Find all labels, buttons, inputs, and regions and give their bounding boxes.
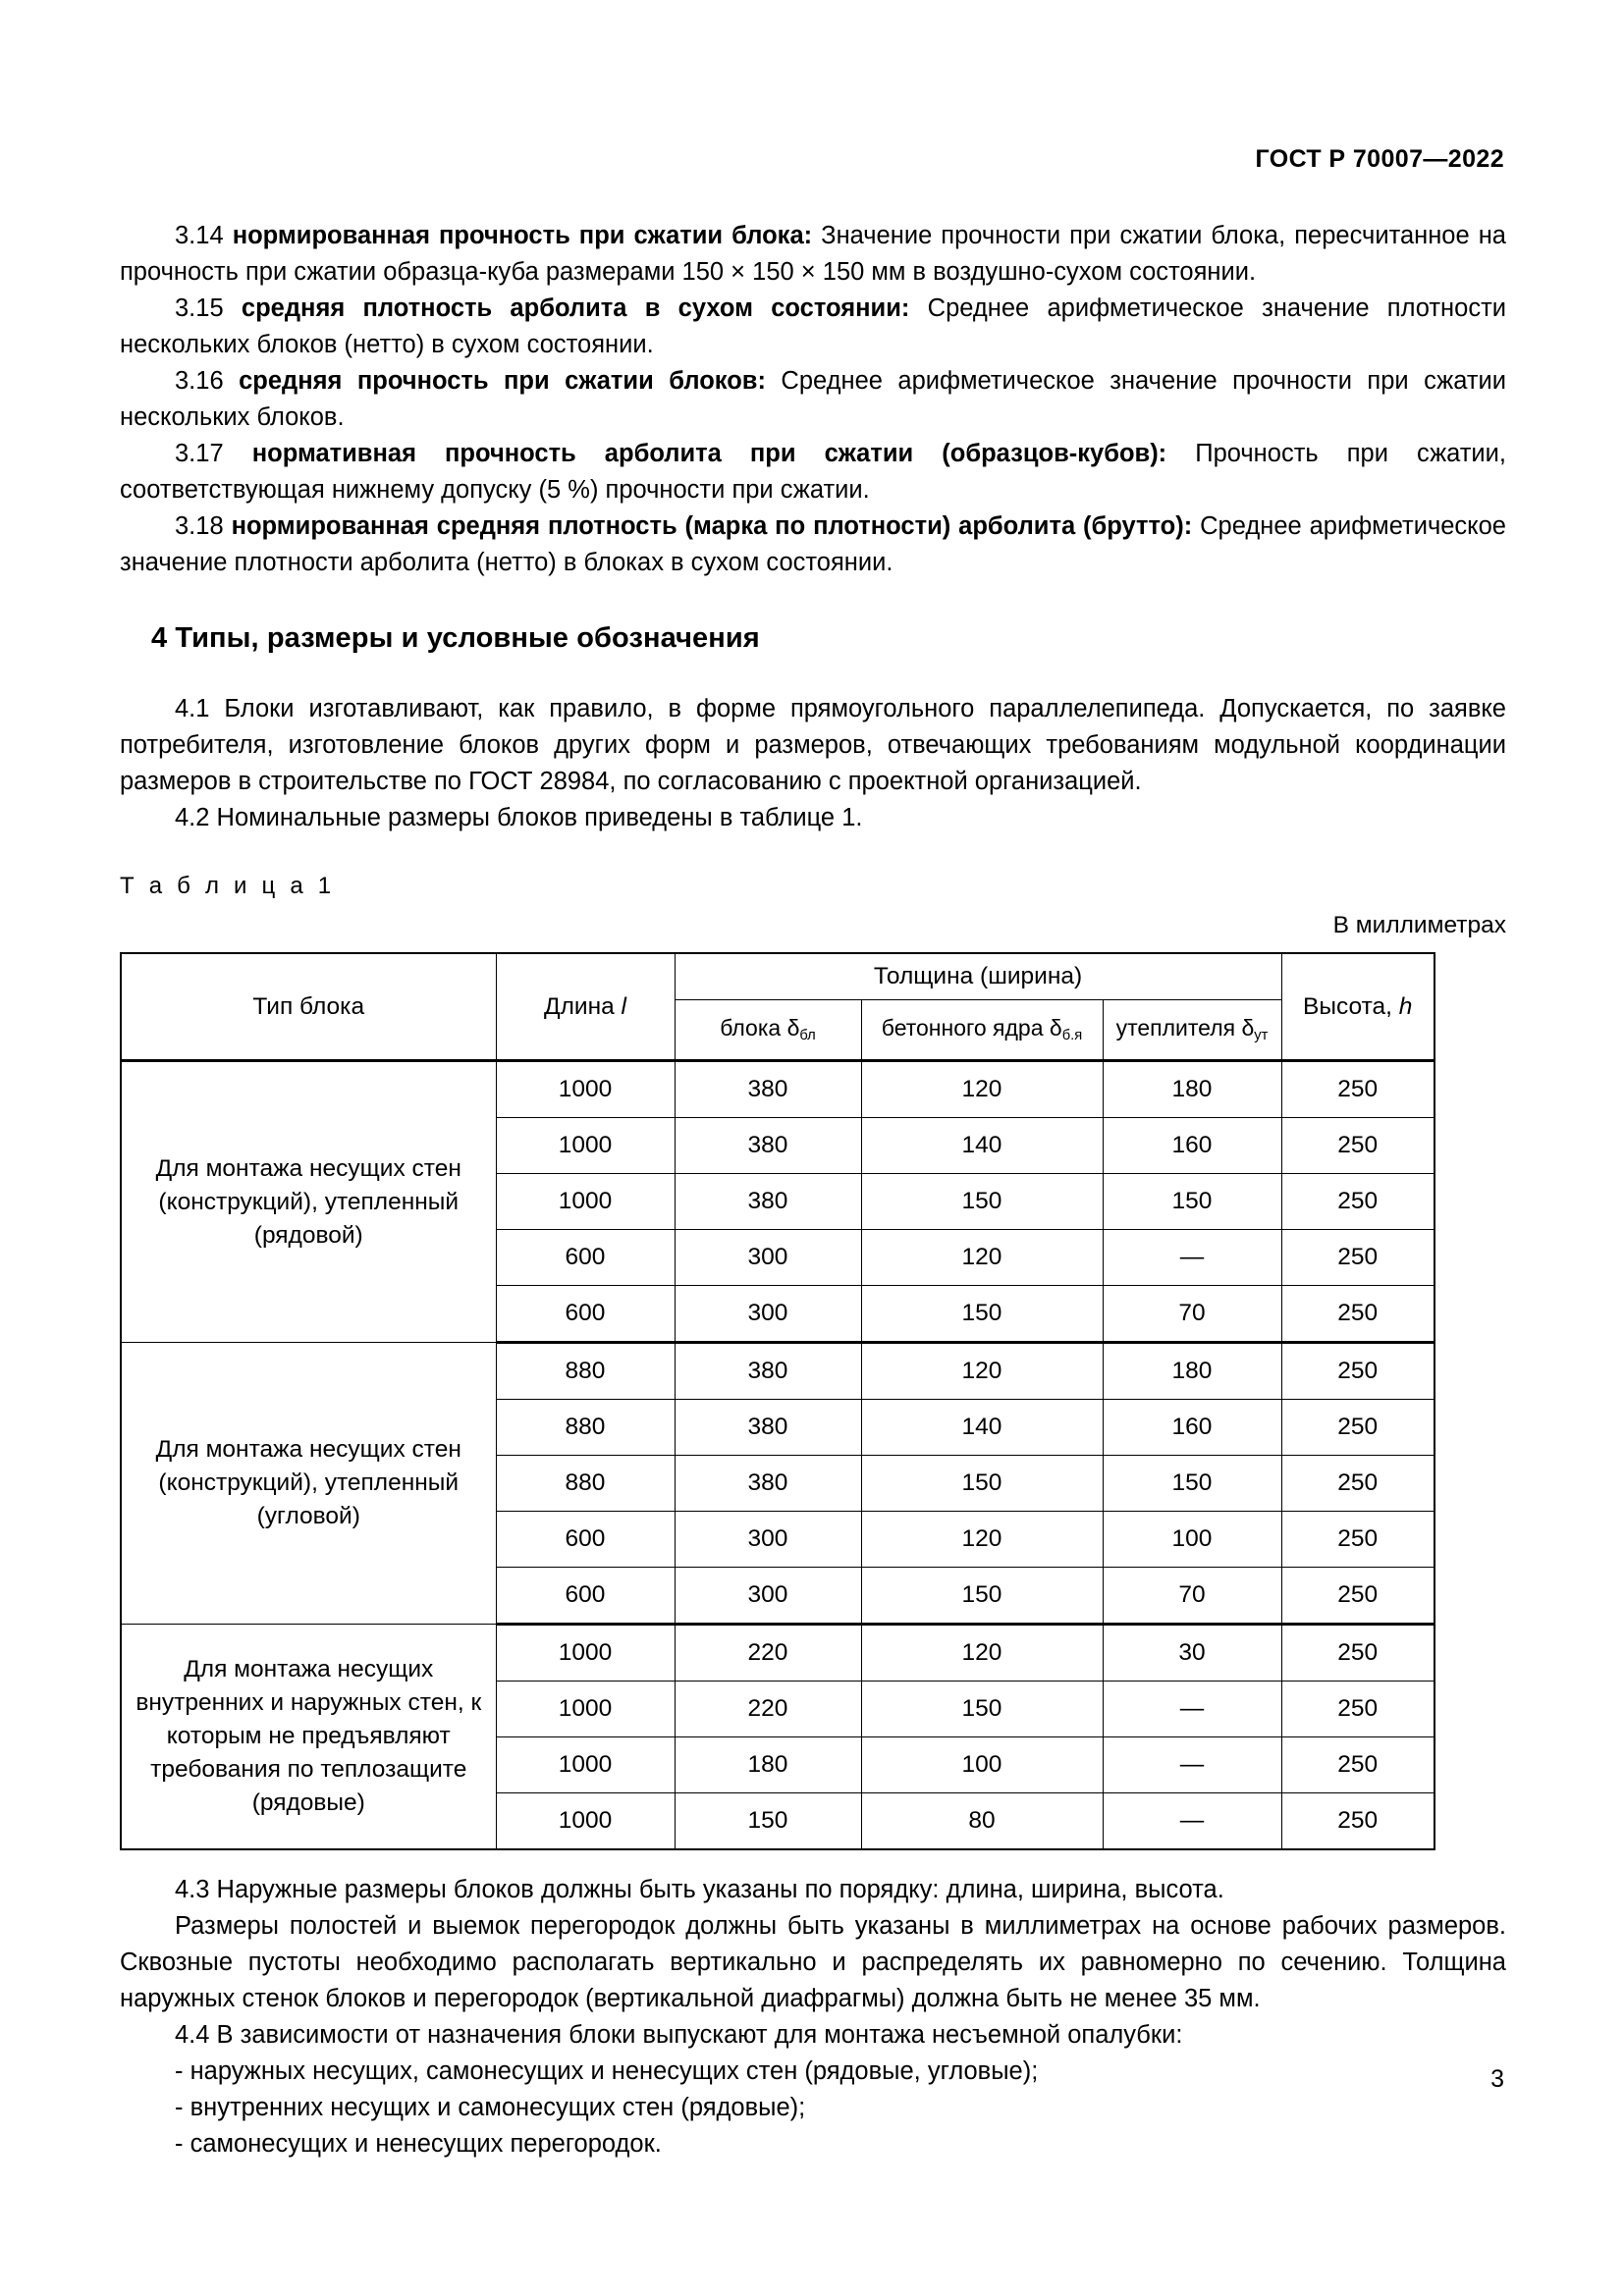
definition-text: Прочность при сжатии, соответствующая нижнему допуску (5 %) прочности при сжатии. bbox=[120, 440, 1506, 504]
length-cell: 1000 bbox=[496, 1061, 675, 1118]
document-content bbox=[120, 218, 1506, 2163]
height-cell: 250 bbox=[1281, 1625, 1435, 1682]
definition-3-16 bbox=[120, 363, 1506, 436]
definition-3-15 bbox=[120, 291, 1506, 363]
height-cell: 250 bbox=[1281, 1793, 1435, 1850]
column-header-height bbox=[1281, 953, 1435, 1061]
definition-number: 3.17 bbox=[175, 440, 224, 467]
block-thickness-subscript: бл bbox=[799, 1028, 816, 1044]
nominal-dimensions-table bbox=[120, 952, 1435, 1850]
column-header-length-text: Длина bbox=[544, 992, 622, 1020]
table-header bbox=[121, 953, 1435, 1061]
block-thickness-cell: 380 bbox=[675, 1118, 861, 1174]
column-header-thickness-group: Толщина (ширина) bbox=[675, 953, 1281, 1000]
column-header-length bbox=[496, 953, 675, 1061]
insulation-thickness-subscript: ут bbox=[1254, 1028, 1269, 1044]
insulation-thickness-cell: 30 bbox=[1103, 1625, 1281, 1682]
definition-term: нормативная прочность арболита при сжатии (образцов-кубов): bbox=[251, 440, 1167, 467]
core-thickness-cell: 140 bbox=[861, 1400, 1103, 1456]
block-thickness-cell: 380 bbox=[675, 1400, 861, 1456]
definition-term: средняя плотность арболита в сухом состоянии: bbox=[241, 294, 910, 322]
clause-4-3: 4.3 Наружные размеры блоков должны быть указаны по порядку: длина, ширина, высота. bbox=[175, 1876, 1224, 1903]
insulation-thickness-cell: 70 bbox=[1103, 1286, 1281, 1343]
core-thickness-cell: 150 bbox=[861, 1286, 1103, 1343]
length-cell: 880 bbox=[496, 1400, 675, 1456]
core-thickness-cell: 120 bbox=[861, 1061, 1103, 1118]
height-cell: 250 bbox=[1281, 1174, 1435, 1230]
list-item: - внутренних несущих и самонесущих стен (рядовые); bbox=[175, 2094, 806, 2121]
spacer bbox=[120, 581, 1506, 620]
length-cell: 1000 bbox=[496, 1118, 675, 1174]
page-number: 3 bbox=[1490, 2065, 1504, 2093]
column-header-height-text: Высота, bbox=[1303, 992, 1399, 1020]
running-header-standard-ref: ГОСТ Р 70007—2022 bbox=[1255, 145, 1504, 173]
length-cell: 600 bbox=[496, 1286, 675, 1343]
table-group-1 bbox=[121, 1061, 1435, 1343]
height-cell: 250 bbox=[1281, 1118, 1435, 1174]
core-thickness-cell: 150 bbox=[861, 1682, 1103, 1737]
clause-4-4: 4.4 В зависимости от назначения блоки выпускают для монтажа несъемной опалубки: bbox=[175, 2021, 1183, 2049]
list-item: - самонесущих и ненесущих перегородок. bbox=[175, 2130, 662, 2158]
table-row bbox=[121, 1343, 1435, 1400]
insulation-thickness-cell: 100 bbox=[1103, 1512, 1281, 1568]
core-thickness-cell: 150 bbox=[861, 1568, 1103, 1625]
height-cell: 250 bbox=[1281, 1230, 1435, 1286]
insulation-thickness-cell: — bbox=[1103, 1682, 1281, 1737]
height-cell: 250 bbox=[1281, 1682, 1435, 1737]
core-thickness-cell: 150 bbox=[861, 1456, 1103, 1512]
definition-text: Значение прочности при сжатии блока, пересчитанное на прочность при сжатии образца-куба размерами 150 × 150 × 150 мм в воздушно-сухом состоянии. bbox=[120, 222, 1506, 286]
table-row bbox=[121, 1625, 1435, 1682]
insulation-thickness-cell: 180 bbox=[1103, 1061, 1281, 1118]
length-cell: 600 bbox=[496, 1512, 675, 1568]
insulation-thickness-cell: 180 bbox=[1103, 1343, 1281, 1400]
definition-term: нормированная средняя плотность (марка по плотности) арболита (брутто): bbox=[231, 512, 1193, 540]
clause-4-1: 4.1 Блоки изготавливают, как правило, в форме прямоугольного параллелепипеда. Допускается, по заявке потребителя, изготовление блоков других форм и размеров, отвечающих требованиям модульной координации размеров в строительстве по ГОСТ 28984, по согласованию с проектной организацией. bbox=[120, 695, 1506, 795]
height-cell: 250 bbox=[1281, 1456, 1435, 1512]
section-heading-4: 4 Типы, размеры и условные обозначения bbox=[151, 622, 760, 654]
height-symbol: h bbox=[1398, 992, 1413, 1020]
insulation-thickness-cell: 70 bbox=[1103, 1568, 1281, 1625]
spacer bbox=[120, 1850, 1506, 1872]
block-thickness-cell: 150 bbox=[675, 1793, 861, 1850]
length-cell: 1000 bbox=[496, 1793, 675, 1850]
block-type-cell: Для монтажа несущих стен (конструкций), утепленный (рядовой) bbox=[121, 1061, 496, 1343]
core-thickness-subscript: б.я bbox=[1061, 1028, 1083, 1044]
core-thickness-cell: 140 bbox=[861, 1118, 1103, 1174]
block-thickness-cell: 300 bbox=[675, 1286, 861, 1343]
column-header-block-thickness bbox=[675, 1000, 861, 1061]
list-item: - наружных несущих, самонесущих и ненесущих стен (рядовые, угловые); bbox=[175, 2057, 1039, 2085]
definition-number: 3.15 bbox=[175, 294, 224, 322]
block-thickness-cell: 220 bbox=[675, 1625, 861, 1682]
definition-3-14 bbox=[120, 218, 1506, 291]
block-thickness-cell: 380 bbox=[675, 1343, 861, 1400]
block-thickness-cell: 300 bbox=[675, 1512, 861, 1568]
insulation-thickness-cell: — bbox=[1103, 1230, 1281, 1286]
table-units-note: В миллиметрах bbox=[1332, 912, 1506, 938]
length-cell: 1000 bbox=[496, 1174, 675, 1230]
height-cell: 250 bbox=[1281, 1400, 1435, 1456]
column-header-type: Тип блока bbox=[121, 953, 496, 1061]
core-thickness-cell: 120 bbox=[861, 1625, 1103, 1682]
insulation-thickness-cell: 150 bbox=[1103, 1174, 1281, 1230]
height-cell: 250 bbox=[1281, 1286, 1435, 1343]
insulation-thickness-cell: 160 bbox=[1103, 1118, 1281, 1174]
definition-text: Среднее арифметическое значение плотности арболита (нетто) в блоках в сухом состоянии. bbox=[120, 512, 1506, 576]
block-thickness-cell: 220 bbox=[675, 1682, 861, 1737]
insulation-thickness-cell: — bbox=[1103, 1737, 1281, 1793]
block-thickness-text: блока δ bbox=[720, 1015, 800, 1041]
core-thickness-cell: 120 bbox=[861, 1512, 1103, 1568]
definition-term: нормированная прочность при сжатии блока: bbox=[232, 222, 813, 249]
definition-number: 3.14 bbox=[175, 222, 224, 249]
block-thickness-cell: 180 bbox=[675, 1737, 861, 1793]
length-cell: 1000 bbox=[496, 1737, 675, 1793]
length-cell: 880 bbox=[496, 1456, 675, 1512]
block-thickness-cell: 380 bbox=[675, 1174, 861, 1230]
length-symbol: l bbox=[621, 992, 626, 1020]
table-row bbox=[121, 1061, 1435, 1118]
core-thickness-cell: 150 bbox=[861, 1174, 1103, 1230]
table-caption: Т а б л и ц а 1 bbox=[120, 873, 336, 899]
block-thickness-cell: 300 bbox=[675, 1568, 861, 1625]
insulation-thickness-cell: — bbox=[1103, 1793, 1281, 1850]
core-thickness-cell: 80 bbox=[861, 1793, 1103, 1850]
length-cell: 600 bbox=[496, 1568, 675, 1625]
core-thickness-cell: 120 bbox=[861, 1230, 1103, 1286]
clause-4-2: 4.2 Номинальные размеры блоков приведены в таблице 1. bbox=[175, 804, 863, 831]
definition-text: Среднее арифметическое значение прочности при сжатии нескольких блоков. bbox=[120, 367, 1506, 431]
column-header-core-thickness bbox=[861, 1000, 1103, 1061]
spacer bbox=[120, 656, 1506, 691]
core-thickness-text: бетонного ядра δ bbox=[881, 1015, 1062, 1041]
height-cell: 250 bbox=[1281, 1343, 1435, 1400]
block-thickness-cell: 380 bbox=[675, 1061, 861, 1118]
core-thickness-cell: 120 bbox=[861, 1343, 1103, 1400]
definition-text: Среднее арифметическое значение плотности нескольких блоков (нетто) в сухом состоянии. bbox=[120, 294, 1506, 358]
block-type-cell: Для монтажа несущих стен (конструкций), утепленный (угловой) bbox=[121, 1343, 496, 1625]
length-cell: 880 bbox=[496, 1343, 675, 1400]
insulation-thickness-text: утеплителя δ bbox=[1115, 1015, 1255, 1041]
table-group-3 bbox=[121, 1625, 1435, 1850]
core-thickness-cell: 100 bbox=[861, 1737, 1103, 1793]
height-cell: 250 bbox=[1281, 1737, 1435, 1793]
height-cell: 250 bbox=[1281, 1061, 1435, 1118]
column-header-insulation-thickness bbox=[1103, 1000, 1281, 1061]
length-cell: 600 bbox=[496, 1230, 675, 1286]
definition-number: 3.18 bbox=[175, 512, 224, 540]
block-type-cell: Для монтажа несущих внутренних и наружных стен, к которым не предъявляют требования по теплозащите (рядовые) bbox=[121, 1625, 496, 1850]
definition-3-18 bbox=[120, 508, 1506, 581]
spacer bbox=[120, 836, 1506, 870]
definition-number: 3.16 bbox=[175, 367, 224, 395]
definition-3-17 bbox=[120, 436, 1506, 508]
height-cell: 250 bbox=[1281, 1568, 1435, 1625]
table-group-2 bbox=[121, 1343, 1435, 1625]
definition-term: средняя прочность при сжатии блоков: bbox=[239, 367, 766, 395]
height-cell: 250 bbox=[1281, 1512, 1435, 1568]
length-cell: 1000 bbox=[496, 1682, 675, 1737]
insulation-thickness-cell: 150 bbox=[1103, 1456, 1281, 1512]
length-cell: 1000 bbox=[496, 1625, 675, 1682]
block-thickness-cell: 380 bbox=[675, 1456, 861, 1512]
insulation-thickness-cell: 160 bbox=[1103, 1400, 1281, 1456]
spacer bbox=[120, 942, 1506, 952]
block-thickness-cell: 300 bbox=[675, 1230, 861, 1286]
clause-4-3-continued: Размеры полостей и выемок перегородок должны быть указаны в миллиметрах на основе рабочих размеров. Сквозные пустоты необходимо располагать вертикально и распределять их равномерно по сечению. Толщина наружных стенок блоков и перегородок (вертикальной диафрагмы) должна быть не менее 35 мм. bbox=[120, 1912, 1506, 2012]
